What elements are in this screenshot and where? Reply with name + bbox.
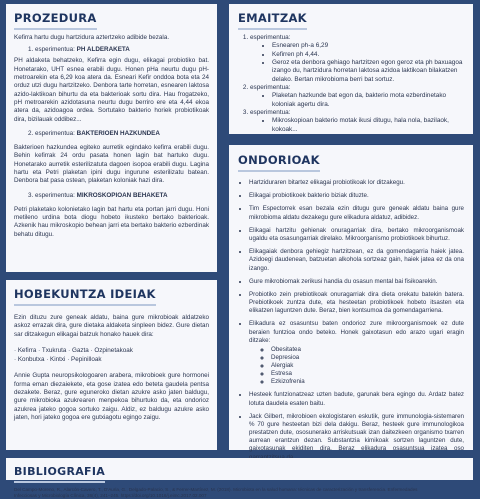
result-sub: • Geroz eta denbora gehiago hartzitzen egon geroz eta ph baxuagoa izango du, hartzidura horretan laktosa azidoa laktikoan bilakatzen delako. Bertan mikrobioma berri bat sortuz. (272, 59, 464, 84)
ondorioak-card (229, 145, 473, 453)
sickness-item: ◦ Ezkizofrenia (271, 378, 464, 386)
experiment-3-heading: 3. esperimentua: MIKROSKOPIOAN BEHAKETA (28, 191, 168, 199)
emaitzak-title: EMAITZAK (238, 11, 307, 30)
result-item: 1. esperimentua: • Esnearen ph-a 6,29 • Kefirren ph 4,44. • Geroz eta denbora gehiago hartzitzen egon geroz eta ph baxuagoa izango du, hartzidura horretan laktosa azidoa laktikoan bilakatzen delako. Bertan mikrobioma berri bat sortuz. (250, 34, 464, 84)
result-sub: • Kefirren ph 4,44. (272, 51, 464, 59)
foods-line-1: · Kefirra · Txukruta · Gazta · Ozpinetakoak (14, 346, 133, 354)
result-item: 3. esperimentua: • Mikroskopioan bakterio motak ikusi ditugu, hala nola, bazilaok, kokoak... (250, 109, 464, 134)
sickness-item: ◦ Alergiak (271, 362, 464, 370)
results-list (238, 34, 464, 134)
sickness-list (249, 346, 464, 386)
sickness-item: ◦ Depresioa (271, 354, 464, 362)
hobekuntza-card (6, 280, 217, 450)
bibliografia-title: BIBLIOGRAFIA (14, 465, 105, 483)
hobekuntza-p2: Annie Gupta neuropsikologoaren arabera, mikrobioek gure hormonei forma eman diezaiekete, eta gose izatea edo betetа gaudela pentsa dezakete. Beraz, gure egunerоko dietan azukre asko jaten baldugu, gure mikrobioka azukreаren menpekoa bihurtuko da, eta ondorioz azukrea jateko gogoa sortuko zaigu. Aldiz, ez baldugu azukre asko jaten, hori jateko gogoa ere gutxiagotu egingo zaigu. (14, 372, 209, 421)
conclusion-item: • Elikagai probiotikoek bakterio biziak dituzte. (249, 192, 464, 200)
result-item: 2. esperimentua: • Plaketan hazkunde bat egon da, bakterio mota ezberdinetako koloniak agertu dira. (250, 84, 464, 109)
experiment-2-heading: 2. esperimentua: BAKTERIOEN HAZKUNDEA (28, 129, 160, 137)
conclusion-item: • Elikagai hartzitu gehienak onuragarriak dira, bertako mikroorganismoak ugaldu eta osasungarriak direlako. Mikroorganismo probiotikoek bihurtuz. (249, 227, 464, 243)
experiment-1-heading: 1. esperimentua: PH ALDERAKETA (28, 46, 130, 54)
conclusion-item: • Jack Gilbert, mikrobioen ekologistaren eskutik, gure immunologia-sistemaren % 70 gure hesteetan bizi dela dakigu. Beraz, hesteek gure immunologikoa prestatzen dute, ososunerako arriskutsuak izan daitezkeen organismo txarren aurrean erantzun dezan. Substantzia kimikoak sortzen laguntzen dute, gaixotasunak ekiditen dira. Beraz elikadura osasuntsua izatea oso (249, 413, 464, 462)
conclusion-item: • Hesteek funtzionatzeaz uzten badute, garunak bera egingo du. Ardatz batez lotuta daudela esaten baitu. (249, 391, 464, 407)
conclusion-item: • Elikadura ez osasuntsu baten ondorioz zure mikroorganismoek ez dute beraien funtzioa ondo beteko. Honek gaixotasun edo arazo ugari eragin ditzake: ◦ Obesitatea ◦ Depresioa ◦ Alergiak ◦ Estresa ◦ Ezkizofrenia (249, 320, 464, 386)
prozedura-title: PROZEDURA (14, 11, 97, 30)
emaitzak-card (229, 4, 473, 134)
conclusion-item: • Tim Espectorrek esan bezala ezin ditugu gure geneak aldatu baina gure mikrobioma aldatu dezakegu gure elikadura aldatuz, adibidez. (249, 205, 464, 221)
result-sub: • Plaketan hazkunde bat egon da, bakterio mota ezberdinetako koloniak agertu dira. (272, 92, 464, 109)
bibliography-line-2: Infecciosas y Microbiología Clínica, 36(4), 241–245. https://doi.org/10.1016/j.eimc.2017.02.007 (14, 492, 207, 498)
conclusion-item: • Hartzidurаren bitartez elikagai probiotikoak lor ditzakegu. (249, 179, 464, 187)
experiment-1-text: PH aldaketa behatzeko, Kefirra egin dugu, elikagai probiotiko bat. Honetarako, UHT esnea erabili dugu. Honen pHa neurtu dugu pH-metroarekin eta 6,29 koa atera da. Esneari Kefir onddoa bota eta 24 orduz utzi dugu hartzitzeko. Denbora tarte horretan, esnearen laktosa azido-laktikoan bihurtu da eta bakterioak sortu dira. Hau frogatzeko, pH metroarekin azidotasuna neurtu dugu berriro ere eta 4,44 ekoa atera da, azidoagoa ordea. Sortutako bakterio horiek probiotikoak dira, bizilauak oddibez... (14, 57, 209, 123)
result-sub: • Mikroskopioan bakterio motak ikusi ditugu, hala nola, bazilaok, kokoak... (272, 117, 464, 134)
conclusion-item: • Gure mikrobiomak zerikusi handia du osasun mental bai fisikoarekin. (249, 278, 464, 286)
result-sub: • Esnearen ph-a 6,29 (272, 42, 464, 50)
hobekuntza-p1: Ezin dituzu zure geneak aldatu, baina gure mikrobioak aldatzeko askoz errazak dira, gure dietaka aldaketa sinpleen bidez. Gure dietan sar ditzakegun elikagai batzuk honako hauek dira: (14, 314, 209, 338)
ondorioak-title: ONDORIOAK (238, 153, 320, 172)
bibliography-line-1: Del Campo-Moreno, R., Alarcón-Cavero, T., D'Auria, G., Delgado-Palacio, S., & Ferrer-Martínez, M. (2018). Microbiota en la salud humana: técnicas de caracterización y transferencia. Enfermedades (14, 487, 418, 492)
experiment-3-text: Petri plaketako kolonietako lagin bat hartu eta portan jarri dugu. Honi metileno urdina bota diogu hobeto ikusteko bertako bakterioak. Azkenik hau mikroskopio behean jarri eta bertako bakterio ezberdinak behatu ditugu. (14, 205, 209, 238)
experiment-2-text: Bakterioen hazkundea egiteko aurretik egindako kefirra erabili dugu. Behin kefirrak 24 ordu pasata honen lagin bat hartuko dugu. Honetarako aurretik esterilizatuta dagoen isopoa erabili dugu. Lagina hartu eta Petri plaketan ipini dugu ingurune esterilizatu batean. Denbora bat pasa ostean, plaketan koloniak hazi dira. (14, 144, 209, 185)
bibliografia-card (6, 458, 473, 498)
sickness-item: ◦ Estresa (271, 370, 464, 378)
sickness-item: ◦ Obesitatea (271, 346, 464, 354)
foods-line-2: · Konbutxa · Kintxi · Pepinilloak (14, 356, 102, 364)
conclusion-item: • Elikagaiak denbora gehiegiz hartzitzean, ez da gomendagarria haiek jatea. Azidoegi daudenean, batzuetan alkohola sortzeaz gain, haiek jatea ez da ona izango. (249, 248, 464, 273)
conclusion-item: • Probiotiko zein prebiotikoak onuragarriak dira dieta orekatu batekin batera. Prebiotikoek zuntza dute, eta hesteetan probiotikoek hobeto itsasten eta elikatzen laguntzen dute. Beraz, bien kontsumoa da gomendagarriena. (249, 291, 464, 316)
prozedura-card (6, 4, 217, 272)
conclusions-list (238, 179, 464, 462)
hobekuntza-title: HOBEKUNTZA IDEIAK (14, 287, 156, 306)
prozedura-intro: Kefirra hartu dugu hartzidura aztertzeko adibide bezala. (14, 34, 170, 41)
